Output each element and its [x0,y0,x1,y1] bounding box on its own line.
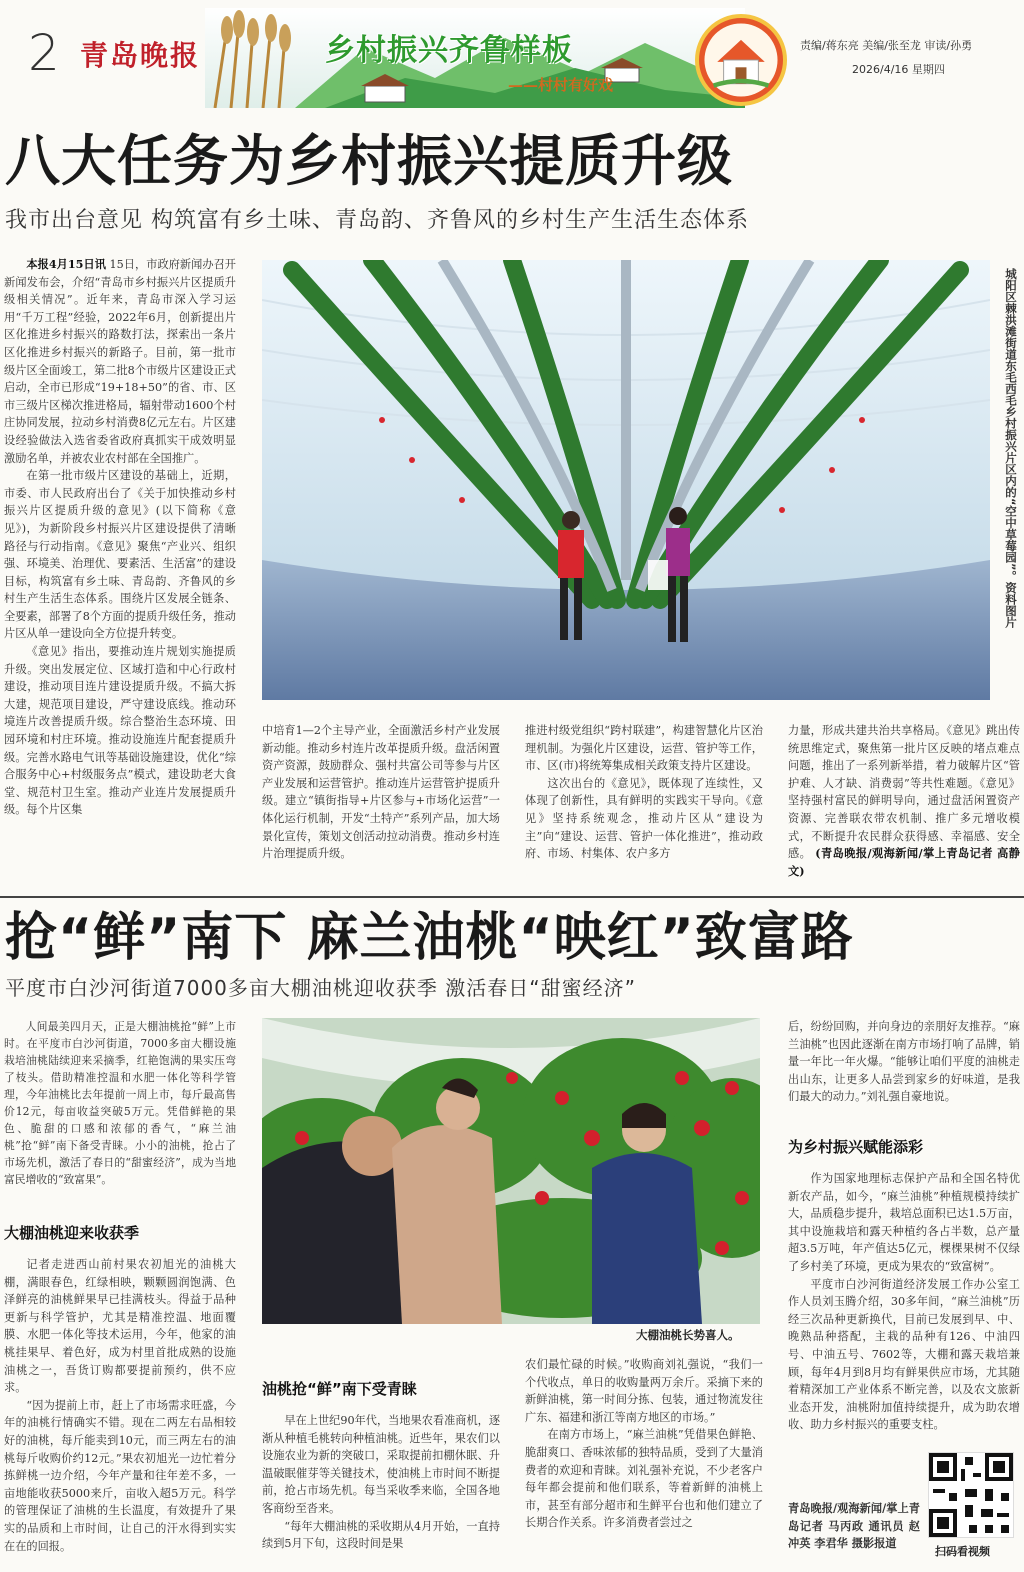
page-number: 2 [28,24,60,82]
story2-section-2-title: 油桃抢“鲜”南下受青睐 [262,1380,417,1398]
story2-paragraph-9: 平度市白沙河街道经济发展工作办公室工作人员刘玉腾介绍，30多年间，“麻兰油桃”历经三次品种更新换代，目前已发展到早、中、晚熟品种搭配，主栽的品种有126、中油四号、中油五号、7602等，大棚和露天栽培兼顾，每年4月到8月均有鲜果供应市场，尤其随着精深加工产业体系不断完善，以及农文旅新业态开发，油桃附加值持续提升，成为助农增收、助力乡村振兴的重要支柱。 [788,1277,1020,1432]
story2-paragraph-7: 后，纷纷回购，并向身边的亲朋好友推荐。“麻兰油桃”也因此逐渐在南方市场打响了品牌，销量一年比一年火爆。“能够让咱们平度的油桃走出山东，让更多人品尝到家乡的好味道，是我们最大的动力。”刘礼强自豪地说。 [788,1020,1020,1104]
story2-paragraph-5: 农们最忙碌的时候。”收购商刘礼强说，“我们一个代收点，单日的收购量两万余斤。采摘下来的新鲜油桃，第一时间分拣、包装，通过物流发往广东、福建和浙江等南方地区的市场。” [525,1358,763,1424]
story2-column-4 [788,1018,1020,1122]
story2-lead [4,1018,236,1208]
dateline: 本报4月15日讯 [26,257,106,271]
story1-column-1 [4,256,236,880]
story1-paragraph-6: 这次出台的《意见》，既体现了连续性，又体现了创新性，具有鲜明的实践实干导向。《意见》坚持系统观念，推动片区从“建设为主”向“建设、运营、管护一体化推进”，推动政府、市场、村集体、农户多方 [525,776,763,861]
story2-column-3 [525,1356,763,1572]
qr-code-icon[interactable] [928,1452,1014,1538]
story1-paragraph-7: 力量，形成共建共治共享格局。《意见》跳出传统思维定式，聚焦第一批片区反映的堵点难点问题，推出了一系列新举措，着力破解片区“管护难、人才缺、消费弱”等共性难题。《意见》坚持强村富民的鲜明导向，通过盘活闲置资产资源、完善联农带农机制、推广多元增收模式，不断提升农民群众获得感、幸福感、安全感。 [788,724,1020,861]
story2-lead-paragraph: 人间最美四月天，正是大棚油桃抢“鲜”上市时。在平度市白沙河街道，7000多亩大棚设施栽培油桃陆续迎来采摘季，红艳饱满的果实压弯了枝头。借助精准控温和水肥一体化等科学管理，今年油桃比去年提前一周上市，每斤最高售价12元，每亩收益突破5万元。凭借鲜艳的果色、脆甜的口感和浓郁的香气，“麻兰油桃”抢“鲜”南下备受青睐。小小的油桃，抢占了市场先机，激活了春日的“甜蜜经济”，成为当地富民增收的“致富果”。 [4,1020,236,1186]
house-icon [695,14,787,106]
story1-column-2 [262,722,500,880]
masthead [0,0,1024,118]
story1-subheadline: 我市出台意见 构筑富有乡土味、青岛韵、齐鲁风的乡村生产生活生态体系 [5,208,749,233]
story1-paragraph-4: 中培育1—2个主导产业，全面激活乡村产业发展新动能。推动乡村连片改革提质升级。盘活闲置资产资源，鼓励群众、强村共富公司等参与片区产业发展和运营管护。推动连片运营管护提质升级。建立“镇街指导+片区参与+市场化运营”一体化运行机制，开发“土特产”系列产品，加大场景化宣传，策划文创活动拉动消费。推动乡村连片治理提质升级。 [262,724,500,861]
story2-section-3-title: 为乡村振兴赋能添彩 [788,1138,924,1156]
story2-column-1 [4,1256,236,1572]
story1-photo-caption: 城阳区棘洪滩街道东毛西毛乡村振兴片区内的“空中草莓园”。资料图片 [1004,268,1018,629]
story1-paragraph-2: 在第一批市级片区建设的基础上，近期，市委、市人民政府出台了《关于加快推动乡村振兴片区提质升级的意见》(以下简称《意见》)，为新阶段乡村振兴片区建设提供了清晰路径与行动指南。《意见》聚焦“产业兴、组织强、环境美、治理优、要素活、生活富”的建设目标，构筑富有乡土味、青岛韵、齐鲁风的乡村生产生活生态体系。围绕片区发展全链条、全要素，部署了8个方面的提质升级任务，推动片区从单一建设向全方位提升转变。 [4,469,236,641]
qr-code-label: 扫码看视频 [935,1545,990,1558]
story1-paragraph-3: 《意见》指出，要推动连片规划实施提质升级。突出发展定位、区域打造和中心行政村建设，推动项目连片建设提质升级。不搞大拆大建，规范项目建设，严守建设底线。推动环境连片改善提质升级。综合整治生态环境、田园环境和村庄环境。推动设施连片配套提质升级。完善水路电气讯等基础设施建设，优化“综合服务中心+村级服务点”模式，建设助老大食堂、规范村卫生室。推动产业连片发展提质升级。每个片区集 [4,645,236,817]
newspaper-logo: 青岛晚报 [80,39,201,72]
editor-credits: 责编/蒋东亮 美编/张至龙 审读/孙勇 [800,39,973,52]
story2-column-2 [262,1412,500,1572]
story2-subheadline: 平度市白沙河街道7000多亩大棚油桃迎收获季 激活春日“甜蜜经济” [5,976,636,1000]
story2-column-5 [788,1170,1020,1442]
story1-paragraph-1: 15日，市政府新闻办召开新闻发布会，介绍“青岛市乡村振兴片区提质升级相关情况”。近年来，青岛市深入学习运用“千万工程”经验，2022年6月，创新提出片区化推进乡村振兴的路数打法，探索出一条片区化推进乡村振兴的新路子。目前，第一批市级片区全面竣工，第二批8个市级片区建设正式启动，全市已形成“19+18+50”的省、市、区市三级片区梯次推进格局，辐射带动1600个村庄协同发展，拉动乡村消费8亿元左右。片区建设经验做法入选省委省政府真抓实干成效明显激励名单，并被农业农村部在全国推广。 [4,258,236,465]
peach-greenhouse-photo [262,1018,760,1324]
story2-photo-caption: 大棚油桃长势喜人。 [636,1328,740,1342]
issue-date: 2026/4/16 星期四 [852,63,945,76]
column-title: 乡村振兴齐鲁样板 [325,33,573,68]
story2-paragraph-2: “因为提前上市，赶上了市场需求旺盛，今年的油桃行情确实不错。现在二两左右品相较好的油桃，每斤能卖到10元，而三两左右的油桃每斤收购价约12元。”果农初旭光一边忙着分拣鲜桃一边介绍，今年产量和往年差不多，一亩地能收获5000来斤，亩收入超5万元。科学的管理保证了油桃的生长温度，有效提升了果实的品质和上市时间，让自己的汗水得到实实在在的回报。 [4,1398,236,1553]
story1-paragraph-5: 推进村级党组织“跨村联建”，构建智慧化片区治理机制。为强化片区建设，运营、管护等工作，市、区(市)将统筹集成相关政策支持片区建设。 [525,724,763,773]
story1-byline: (青岛晚报/观海新闻/掌上青岛记者 高静文) [788,846,1020,878]
story2-paragraph-8: 作为国家地理标志保护产品和全国名特优新农产品，如今，“麻兰油桃”种植规模持续扩大，品质稳步提升，栽培总面积已达1.5万亩，其中设施栽培和露天种植约各占半数，总产量超3.5万吨，年产值达5亿元，棵棵果树不仅绿了乡村美了环境，更成为果农的“致富树”。 [788,1172,1020,1273]
column-subtitle: ——村村有好戏 [508,76,614,94]
story2-byline: 青岛晚报/观海新闻/掌上青岛记者 马丙政 通讯员 赵冲英 李君华 摄影报道 [788,1502,920,1551]
story2-byline-block [788,1500,920,1572]
story2-paragraph-6: 在南方市场上，“麻兰油桃”凭借果色鲜艳、脆甜爽口、香味浓郁的独特品质，受到了大量消费者的欢迎和青睐。刘礼强补充说，不少老客户每年都会提前和他们联系，等着新鲜的油桃上市，甚至有部分超市和生鲜平台也和他们建立了长期合作关系。许多消费者尝过之 [525,1428,763,1530]
story-divider [0,896,1024,898]
strawberry-greenhouse-photo [262,260,990,700]
story1-column-4 [788,722,1020,880]
story2-paragraph-1: 记者走进西山前村果农初旭光的油桃大棚，满眼春色，红绿相映，颗颗圆润饱满、色泽鲜亮的油桃鲜果早已挂满枝头。得益于品种更新与科学管护，尤其是精准控温、地面覆膜、水肥一体化等技术运用，今年，他家的油桃挂果早、着色好，成为村里首批成熟的设施油桃之一，吾货订购都要提前预约，供不应求。 [4,1258,236,1395]
story1-column-3 [525,722,763,880]
story2-headline: 抢“鲜”南下 麻兰油桃“映红”致富路 [5,908,854,968]
story2-paragraph-4: “每年大棚油桃的采收期从4月开始，一直持续到5月下旬，这段时间是果 [262,1519,500,1551]
story2-section-1-title: 大棚油桃迎来收获季 [4,1224,140,1242]
story1-headline: 八大任务为乡村振兴提质升级 [5,129,734,193]
story2-paragraph-3: 早在上世纪90年代，当地果农看准商机，逐渐从种植毛桃转向种植油桃。近些年，果农们以设施农业为新的突破口，采取提前扣棚休眠、升温破眠催芽等关键技术，使油桃上市时间不断提前，抢占市场先机。每当采收季来临，全国各地客商纷至沓来。 [262,1414,500,1515]
